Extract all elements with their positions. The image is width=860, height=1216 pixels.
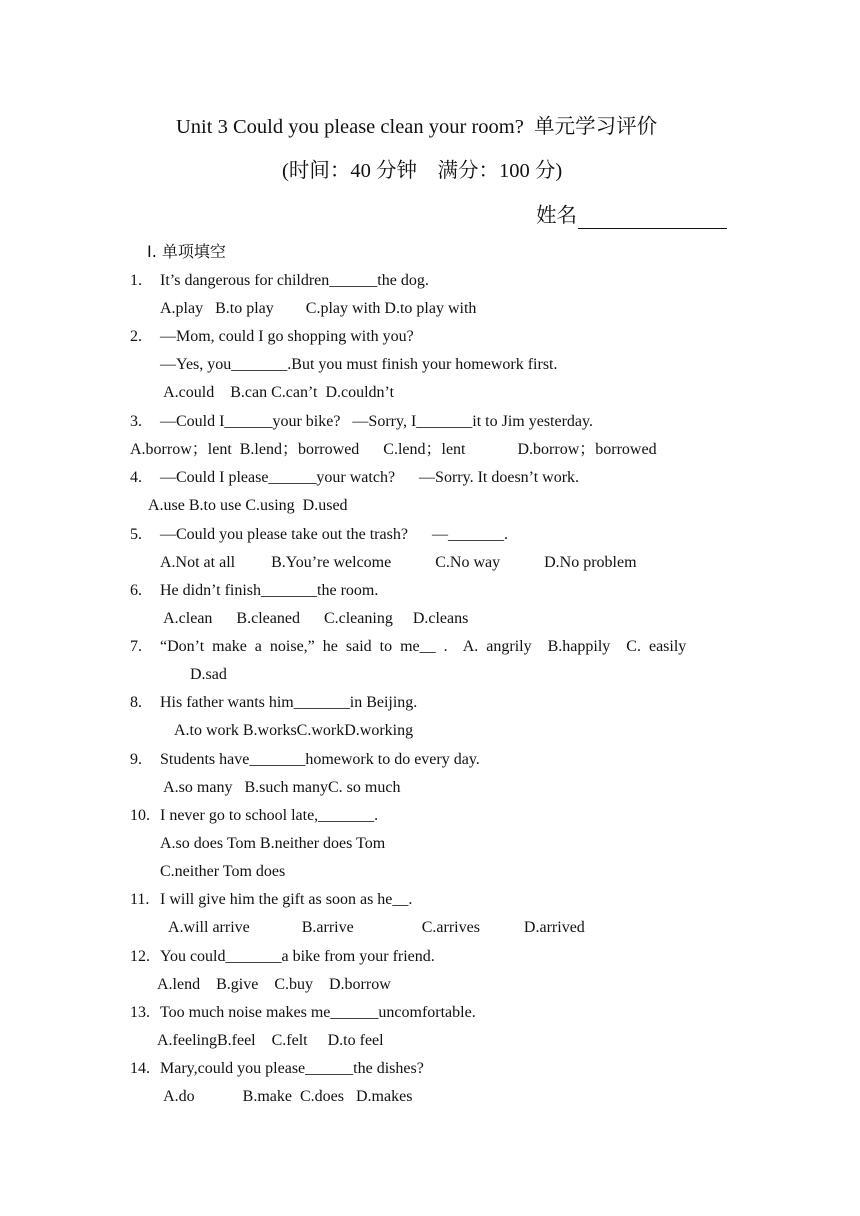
question-8-stem: His father wants him_______in Beijing.	[160, 694, 418, 711]
question-12-options: A.lend B.give C.buy D.borrow	[157, 976, 391, 993]
question-3-number: 3.	[130, 413, 142, 430]
question-2-options: A.could B.can C.can’t D.couldn’t	[160, 384, 395, 401]
question-14-options: A.do B.make C.does D.makes	[160, 1088, 413, 1105]
question-10-stem: I never go to school late,_______.	[160, 807, 379, 824]
section-heading: Ⅰ. 单项填空	[147, 242, 226, 261]
question-4-number: 4.	[130, 469, 142, 486]
question-2-number: 2.	[130, 328, 142, 345]
question-3-options: A.borrow；lent B.lend；borrowed C.lend；lent D.borrow；borrowed	[130, 441, 657, 458]
question-5-number: 5.	[130, 526, 142, 543]
question-7-number: 7.	[130, 638, 142, 655]
question-2-stem-reply: —Yes, you_______.But you must finish your homework first.	[160, 356, 558, 373]
question-9-stem: Students have_______homework to do every day.	[160, 751, 480, 768]
question-12-stem: You could_______a bike from your friend.	[160, 948, 435, 965]
name-label: 姓名	[536, 205, 577, 227]
question-14-number: 14.	[130, 1060, 150, 1077]
question-7-option-d: D.sad	[190, 666, 227, 683]
question-5-options: A.Not at all B.You’re welcome C.No way D.No problem	[160, 554, 637, 571]
question-6-options: A.clean B.cleaned C.cleaning D.cleans	[160, 610, 469, 627]
question-1-options: A.play B.to play C.play with D.to play with	[160, 300, 477, 317]
question-3-stem: —Could I______your bike? —Sorry, I_______it to Jim yesterday.	[160, 413, 593, 430]
question-13-options: A.feelingB.feel C.felt D.to feel	[157, 1032, 384, 1049]
question-10-options-c: C.neither Tom does	[160, 863, 286, 880]
question-6-stem: He didn’t finish_______the room.	[160, 582, 379, 599]
question-1-number: 1.	[130, 272, 142, 289]
page-subtitle: (时间：40 分钟 满分：100 分)	[282, 160, 563, 182]
question-9-number: 9.	[130, 751, 142, 768]
question-5-stem: —Could you please take out the trash? —_______.	[160, 526, 508, 543]
question-9-options: A.so many B.such manyC. so much	[160, 779, 401, 796]
question-6-number: 6.	[130, 582, 142, 599]
question-14-stem: Mary,could you please______the dishes?	[160, 1060, 424, 1077]
question-4-stem: —Could I please______your watch? —Sorry. It doesn’t work.	[160, 469, 580, 486]
question-7-stem: “Don’t make a noise,” he said to me__ . A. angrily B.happily C. easily	[160, 638, 687, 655]
question-11-number: 11.	[130, 891, 150, 908]
question-10-number: 10.	[130, 807, 150, 824]
question-8-options: A.to work B.worksC.workD.working	[174, 722, 414, 739]
question-12-number: 12.	[130, 948, 150, 965]
page-title: Unit 3 Could you please clean your room? 单元学习评价	[176, 116, 658, 138]
question-2-stem: —Mom, could I go shopping with you?	[160, 328, 414, 345]
question-10-options-ab: A.so does Tom B.neither does Tom	[160, 835, 386, 852]
question-11-stem: I will give him the gift as soon as he__.	[160, 891, 413, 908]
name-field[interactable]	[578, 228, 727, 229]
question-1-stem: It’s dangerous for children______the dog.	[160, 272, 429, 289]
question-4-options: A.use B.to use C.using D.used	[148, 497, 348, 514]
question-13-stem: Too much noise makes me______uncomfortable.	[160, 1004, 476, 1021]
question-8-number: 8.	[130, 694, 142, 711]
question-11-options: A.will arrive B.arrive C.arrives D.arrived	[168, 919, 585, 936]
question-13-number: 13.	[130, 1004, 150, 1021]
